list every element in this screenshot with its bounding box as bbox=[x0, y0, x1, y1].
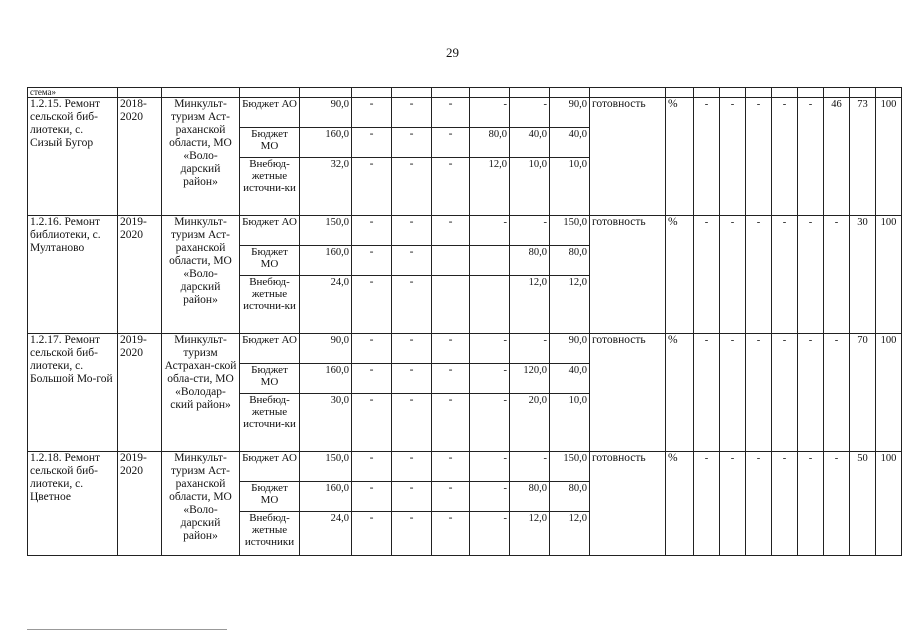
funding-source: Внебюд-жетные источники bbox=[240, 512, 300, 556]
funding-year-value: - bbox=[470, 482, 510, 512]
indicator-target: 73 bbox=[850, 98, 876, 216]
funding-year-value: - bbox=[392, 512, 432, 556]
item-title: 1.2.16. Ремонт библиотеки, с. Мултаново bbox=[28, 216, 118, 334]
funding-year-value: - bbox=[470, 364, 510, 394]
funding-year-value: - bbox=[352, 276, 392, 334]
funding-total: 160,0 bbox=[300, 364, 352, 394]
funding-year-value: - bbox=[432, 394, 470, 452]
indicator-target: 30 bbox=[850, 216, 876, 334]
funding-total: 90,0 bbox=[300, 334, 352, 364]
funding-source: Бюджет МО bbox=[240, 364, 300, 394]
header-cell bbox=[162, 88, 240, 98]
funding-year-value: - bbox=[510, 98, 550, 128]
indicator-target: - bbox=[746, 334, 772, 452]
indicator-unit: % bbox=[666, 452, 694, 556]
funding-year-value: - bbox=[352, 364, 392, 394]
funding-year-value: - bbox=[352, 158, 392, 216]
funding-year-value bbox=[432, 276, 470, 334]
indicator-name: готовность bbox=[590, 334, 666, 452]
header-cell bbox=[352, 88, 392, 98]
funding-year-value: - bbox=[510, 334, 550, 364]
funding-year-value: 10,0 bbox=[550, 394, 590, 452]
funding-year-value: - bbox=[432, 128, 470, 158]
header-cell bbox=[720, 88, 746, 98]
indicator-target: 100 bbox=[876, 98, 902, 216]
funding-year-value: 80,0 bbox=[510, 246, 550, 276]
header-cell bbox=[590, 88, 666, 98]
funding-year-value: - bbox=[432, 482, 470, 512]
header-cell bbox=[798, 88, 824, 98]
header-cell bbox=[118, 88, 162, 98]
header-cell bbox=[550, 88, 590, 98]
funding-total: 24,0 bbox=[300, 276, 352, 334]
funding-year-value: - bbox=[352, 482, 392, 512]
item-executor: Минкульт-туризм Аст-раханской области, МО «Воло-дарский район» bbox=[162, 98, 240, 216]
indicator-unit: % bbox=[666, 98, 694, 216]
funding-year-value: - bbox=[510, 216, 550, 246]
header-cell bbox=[392, 88, 432, 98]
funding-source: Бюджет МО bbox=[240, 482, 300, 512]
header-cell bbox=[510, 88, 550, 98]
indicator-unit: % bbox=[666, 334, 694, 452]
funding-year-value: - bbox=[352, 334, 392, 364]
funding-source: Бюджет АО bbox=[240, 98, 300, 128]
header-cell bbox=[824, 88, 850, 98]
item-executor: Минкульт-туризм Аст-раханской области, МО «Воло-дарский район» bbox=[162, 216, 240, 334]
funding-year-value: - bbox=[470, 452, 510, 482]
item-title: 1.2.17. Ремонт сельской биб-лиотеки, с. Большой Мо-гой bbox=[28, 334, 118, 452]
funding-year-value: - bbox=[470, 98, 510, 128]
funding-year-value: - bbox=[352, 246, 392, 276]
indicator-target: 100 bbox=[876, 452, 902, 556]
funding-year-value: - bbox=[352, 452, 392, 482]
indicator-target: - bbox=[772, 452, 798, 556]
header-continuation-row bbox=[28, 88, 902, 98]
funding-total: 30,0 bbox=[300, 394, 352, 452]
funding-year-value: 12,0 bbox=[510, 276, 550, 334]
funding-year-value: - bbox=[392, 394, 432, 452]
funding-year-value: - bbox=[392, 452, 432, 482]
funding-year-value: 80,0 bbox=[550, 482, 590, 512]
indicator-target: - bbox=[746, 216, 772, 334]
indicator-target: - bbox=[720, 216, 746, 334]
indicator-target: - bbox=[798, 334, 824, 452]
funding-year-value: - bbox=[352, 216, 392, 246]
indicator-target: 70 bbox=[850, 334, 876, 452]
funding-source: Внебюд-жетные источни-ки bbox=[240, 394, 300, 452]
table-row bbox=[28, 216, 902, 246]
indicator-target: - bbox=[824, 216, 850, 334]
indicator-target: - bbox=[798, 216, 824, 334]
indicator-target: - bbox=[694, 334, 720, 452]
indicator-target: - bbox=[746, 98, 772, 216]
item-executor: Минкульт-туризм Астрахан-ской обла-сти, МО «Володар-ский район» bbox=[162, 334, 240, 452]
funding-year-value: - bbox=[392, 98, 432, 128]
funding-year-value: 40,0 bbox=[550, 128, 590, 158]
funding-year-value: 40,0 bbox=[550, 364, 590, 394]
indicator-target: - bbox=[824, 334, 850, 452]
indicator-name: готовность bbox=[590, 452, 666, 556]
indicator-name: готовность bbox=[590, 216, 666, 334]
table-row bbox=[28, 452, 902, 482]
item-years: 2019-2020 bbox=[118, 216, 162, 334]
indicator-target: 46 bbox=[824, 98, 850, 216]
funding-year-value: 40,0 bbox=[510, 128, 550, 158]
funding-year-value: - bbox=[392, 276, 432, 334]
funding-year-value: 10,0 bbox=[550, 158, 590, 216]
indicator-target: 50 bbox=[850, 452, 876, 556]
funding-year-value bbox=[470, 276, 510, 334]
page-number: 29 bbox=[446, 45, 459, 60]
funding-total: 90,0 bbox=[300, 98, 352, 128]
funding-year-value: - bbox=[470, 216, 510, 246]
header-cell bbox=[694, 88, 720, 98]
funding-source: Бюджет АО bbox=[240, 216, 300, 246]
funding-source: Бюджет АО bbox=[240, 334, 300, 364]
header-cell bbox=[876, 88, 902, 98]
funding-year-value bbox=[432, 246, 470, 276]
funding-year-value: - bbox=[392, 482, 432, 512]
funding-year-value: - bbox=[470, 334, 510, 364]
funding-year-value: 80,0 bbox=[470, 128, 510, 158]
item-years: 2019-2020 bbox=[118, 452, 162, 556]
funding-year-value: - bbox=[352, 128, 392, 158]
item-years: 2019-2020 bbox=[118, 334, 162, 452]
funding-year-value: 90,0 bbox=[550, 98, 590, 128]
table-row bbox=[28, 334, 902, 364]
item-title: 1.2.15. Ремонт сельской биб-лиотеки, с. Сизый Бугор bbox=[28, 98, 118, 216]
funding-year-value: - bbox=[392, 216, 432, 246]
indicator-target: - bbox=[798, 98, 824, 216]
funding-source: Бюджет МО bbox=[240, 128, 300, 158]
funding-year-value: - bbox=[352, 394, 392, 452]
funding-year-value: - bbox=[432, 216, 470, 246]
indicator-target: - bbox=[694, 452, 720, 556]
funding-source: Бюджет МО bbox=[240, 246, 300, 276]
header-label: стема» bbox=[28, 88, 118, 98]
funding-total: 160,0 bbox=[300, 128, 352, 158]
funding-year-value: - bbox=[432, 158, 470, 216]
indicator-target: - bbox=[772, 98, 798, 216]
funding-total: 24,0 bbox=[300, 512, 352, 556]
program-table bbox=[27, 87, 902, 556]
funding-year-value: - bbox=[392, 334, 432, 364]
funding-year-value: - bbox=[432, 364, 470, 394]
indicator-target: - bbox=[720, 334, 746, 452]
indicator-target: - bbox=[824, 452, 850, 556]
funding-year-value: - bbox=[432, 98, 470, 128]
indicator-target: - bbox=[798, 452, 824, 556]
indicator-target: 100 bbox=[876, 334, 902, 452]
header-cell bbox=[666, 88, 694, 98]
funding-year-value: - bbox=[352, 512, 392, 556]
funding-year-value: - bbox=[392, 128, 432, 158]
funding-year-value: - bbox=[392, 364, 432, 394]
funding-year-value: - bbox=[470, 394, 510, 452]
funding-year-value: 12,0 bbox=[510, 512, 550, 556]
funding-source: Бюджет АО bbox=[240, 452, 300, 482]
funding-total: 32,0 bbox=[300, 158, 352, 216]
funding-total: 150,0 bbox=[300, 216, 352, 246]
header-cell bbox=[470, 88, 510, 98]
funding-source: Внебюд-жетные источни-ки bbox=[240, 158, 300, 216]
indicator-target: - bbox=[772, 216, 798, 334]
indicator-target: 100 bbox=[876, 216, 902, 334]
header-cell bbox=[850, 88, 876, 98]
indicator-unit: % bbox=[666, 216, 694, 334]
funding-year-value: - bbox=[352, 98, 392, 128]
indicator-target: - bbox=[772, 334, 798, 452]
header-cell bbox=[240, 88, 300, 98]
funding-year-value: 12,0 bbox=[470, 158, 510, 216]
funding-total: 160,0 bbox=[300, 482, 352, 512]
funding-year-value: 12,0 bbox=[550, 276, 590, 334]
funding-year-value: 12,0 bbox=[550, 512, 590, 556]
funding-year-value: - bbox=[392, 246, 432, 276]
funding-year-value: 90,0 bbox=[550, 334, 590, 364]
indicator-target: - bbox=[694, 216, 720, 334]
funding-year-value: 80,0 bbox=[550, 246, 590, 276]
header-cell bbox=[432, 88, 470, 98]
funding-total: 160,0 bbox=[300, 246, 352, 276]
funding-total: 150,0 bbox=[300, 452, 352, 482]
funding-year-value: 120,0 bbox=[510, 364, 550, 394]
indicator-target: - bbox=[746, 452, 772, 556]
header-cell bbox=[772, 88, 798, 98]
funding-year-value: 150,0 bbox=[550, 452, 590, 482]
header-cell bbox=[300, 88, 352, 98]
funding-year-value: 20,0 bbox=[510, 394, 550, 452]
header-cell bbox=[746, 88, 772, 98]
funding-year-value: 10,0 bbox=[510, 158, 550, 216]
funding-source: Внебюд-жетные источни-ки bbox=[240, 276, 300, 334]
indicator-target: - bbox=[720, 452, 746, 556]
funding-year-value: 80,0 bbox=[510, 482, 550, 512]
indicator-target: - bbox=[694, 98, 720, 216]
funding-year-value: - bbox=[432, 334, 470, 364]
funding-year-value: - bbox=[432, 452, 470, 482]
funding-year-value: 150,0 bbox=[550, 216, 590, 246]
funding-year-value bbox=[470, 246, 510, 276]
item-title: 1.2.18. Ремонт сельской биб-лиотеки, с. Цветное bbox=[28, 452, 118, 556]
item-executor: Минкульт-туризм Аст-раханской области, МО «Воло-дарский район» bbox=[162, 452, 240, 556]
item-years: 2018-2020 bbox=[118, 98, 162, 216]
funding-year-value: - bbox=[470, 512, 510, 556]
funding-year-value: - bbox=[510, 452, 550, 482]
indicator-name: готовность bbox=[590, 98, 666, 216]
indicator-target: - bbox=[720, 98, 746, 216]
funding-year-value: - bbox=[392, 158, 432, 216]
table-row bbox=[28, 98, 902, 128]
page-bottom-rule bbox=[27, 629, 227, 630]
funding-year-value: - bbox=[432, 512, 470, 556]
